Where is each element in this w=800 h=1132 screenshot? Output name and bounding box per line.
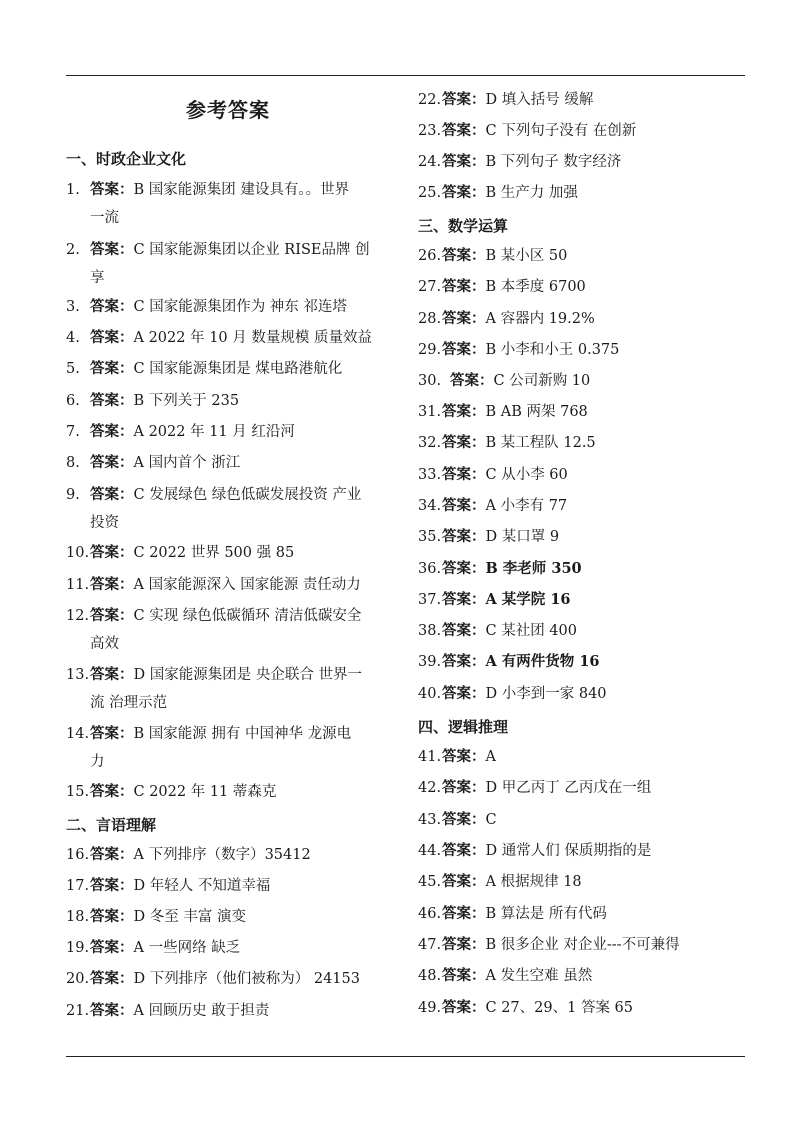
answer-item-8: 8. 答案：A 国内首个 浙江 [66, 454, 241, 471]
answer-item-16: 16.答案：A 下列排序（数字）35412 [66, 846, 311, 863]
answer-label: 答案 [442, 936, 471, 953]
answer-item-4: 4. 答案：A 2022 年 10 月 数量规模 质量效益 [66, 329, 372, 346]
answer-label: 答案 [450, 372, 479, 389]
answer-item-34: 34.答案：A 小李有 77 [418, 497, 568, 514]
answer-label: 答案 [442, 466, 471, 483]
answer-item-5: 5. 答案：C 国家能源集团是 煤电路港航化 [66, 360, 343, 377]
answer-label: 答案 [442, 811, 471, 828]
answer-label: 答案 [442, 967, 471, 984]
answer-item-42: 42.答案：D 甲乙丙丁 乙丙戊在一组 [418, 779, 652, 796]
answer-label: 答案 [442, 434, 471, 451]
answer-label: 答案 [90, 939, 119, 956]
answer-item-30: 30. 答案：C 公司新购 10 [418, 372, 591, 389]
header-rule [66, 75, 745, 76]
answer-item-17: 17.答案：D 年轻人 不知道幸福 [66, 877, 271, 894]
answer-label: 答案 [442, 184, 471, 201]
answer-item-19: 19.答案：A 一些网络 缺乏 [66, 939, 241, 956]
answer-item-46: 46.答案：B 算法是 所有代码 [418, 905, 607, 922]
answer-item-21: 21.答案：A 回顾历史 敢于担责 [66, 1002, 270, 1019]
answer-item-25: 25.答案：B 生产力 加强 [418, 184, 578, 201]
answer-item-6: 6. 答案：B 下列关于 235 [66, 392, 240, 409]
answer-item-7: 7. 答案：A 2022 年 11 月 红沿河 [66, 423, 295, 440]
answer-label: 答案 [442, 653, 471, 670]
footer-rule [66, 1056, 745, 1057]
answer-label: 答案 [442, 560, 471, 577]
answer-item-39: 39.答案：A 有两件货物 16 [418, 653, 600, 670]
section-heading-1: 一、时政企业文化 [66, 150, 187, 168]
answer-item-13: 13.答案：D 国家能源集团是 央企联合 世界一 流 治理示范 [66, 666, 362, 711]
page-title: 参考答案 [186, 98, 270, 122]
answer-item-18: 18.答案：D 冬至 丰富 演变 [66, 908, 246, 925]
answer-label: 答案 [442, 122, 471, 139]
answer-label: 答案 [442, 905, 471, 922]
answer-item-47: 47.答案：B 很多企业 对企业---不可兼得 [418, 936, 680, 953]
answer-item-35: 35.答案：D 某口罩 9 [418, 528, 560, 545]
answer-item-20: 20.答案：D 下列排序（他们被称为） 24153 [66, 970, 360, 987]
answer-label: 答案 [90, 392, 119, 409]
answer-label: 答案 [90, 329, 119, 346]
answer-label: 答案 [442, 748, 471, 765]
answer-item-44: 44.答案：D 通常人们 保质期指的是 [418, 842, 652, 859]
answer-label: 答案 [90, 486, 119, 503]
answer-item-48: 48.答案：A 发生空难 虽然 [418, 967, 593, 984]
answer-item-31: 31.答案：B AB 两架 768 [418, 403, 588, 420]
answer-label: 答案 [90, 725, 119, 742]
answer-item-24: 24.答案：B 下列句子 数字经济 [418, 153, 622, 170]
answer-label: 答案 [442, 842, 471, 859]
answer-label: 答案 [90, 877, 119, 894]
answer-label: 答案 [442, 247, 471, 264]
answer-label: 答案 [90, 360, 119, 377]
answer-item-11: 11.答案：A 国家能源深入 国家能源 责任动力 [66, 576, 361, 593]
answer-label: 答案 [90, 454, 119, 471]
answer-label: 答案 [442, 310, 471, 327]
answer-item-22: 22.答案：D 填入括号 缓解 [418, 91, 594, 108]
answer-label: 答案 [442, 622, 471, 639]
answer-label: 答案 [442, 779, 471, 796]
answer-label: 答案 [442, 999, 471, 1016]
answer-item-14: 14.答案：B 国家能源 拥有 中国神华 龙源电 力 [66, 725, 352, 770]
answer-item-38: 38.答案：C 某社团 400 [418, 622, 577, 639]
answer-label: 答案 [90, 241, 119, 258]
answer-item-29: 29.答案：B 小李和小王 0.375 [418, 341, 620, 358]
answer-label: 答案 [442, 873, 471, 890]
section-heading-3: 三、数学运算 [418, 217, 509, 235]
answer-label: 答案 [442, 403, 471, 420]
answer-item-15: 15.答案：C 2022 年 11 蒂森克 [66, 783, 277, 800]
answer-item-27: 27.答案：B 本季度 6700 [418, 278, 586, 295]
answer-label: 答案 [442, 153, 471, 170]
answer-item-32: 32.答案：B 某工程队 12.5 [418, 434, 596, 451]
answer-item-49: 49.答案：C 27、29、1 答案 65 [418, 999, 633, 1016]
answer-item-28: 28.答案：A 容器内 19.2% [418, 310, 595, 327]
answer-label: 答案 [442, 341, 471, 358]
answer-item-12: 12.答案：C 实现 绿色低碳循环 清洁低碳安全 高效 [66, 607, 362, 652]
answer-label: 答案 [90, 423, 119, 440]
answer-label: 答案 [90, 1002, 119, 1019]
answer-item-33: 33.答案：C 从小李 60 [418, 466, 568, 483]
answer-label: 答案 [90, 783, 119, 800]
answer-label: 答案 [90, 298, 119, 315]
answer-item-1: 1. 答案：B 国家能源集团 建设具有。。世界 一流 [66, 181, 350, 226]
answer-item-40: 40.答案：D 小李到一家 840 [418, 685, 607, 702]
section-heading-2: 二、言语理解 [66, 816, 157, 834]
answer-label: 答案 [442, 685, 471, 702]
answer-label: 答案 [90, 908, 119, 925]
answer-item-2: 2. 答案：C 国家能源集团以企业 RISE品牌 创 享 [66, 241, 370, 286]
answer-item-23: 23.答案：C 下列句子没有 在创新 [418, 122, 637, 139]
answer-item-37: 37.答案：A 某学院 16 [418, 591, 571, 608]
answer-label: 答案 [442, 591, 471, 608]
answer-label: 答案 [442, 497, 471, 514]
section-heading-4: 四、逻辑推理 [418, 718, 509, 736]
answer-label: 答案 [442, 278, 471, 295]
answer-label: 答案 [442, 91, 471, 108]
answer-label: 答案 [442, 528, 471, 545]
answer-label: 答案 [90, 576, 119, 593]
answer-label: 答案 [90, 544, 119, 561]
answer-item-36: 36.答案：B 李老师 350 [418, 560, 582, 577]
answer-item-41: 41.答案：A [418, 748, 496, 765]
answer-item-43: 43.答案：C [418, 811, 497, 828]
answer-item-3: 3. 答案：C 国家能源集团作为 神东 祁连塔 [66, 298, 347, 315]
answer-item-10: 10.答案：C 2022 世界 500 强 85 [66, 544, 295, 561]
answer-label: 答案 [90, 607, 119, 624]
answer-label: 答案 [90, 846, 119, 863]
answer-label: 答案 [90, 970, 119, 987]
answer-label: 答案 [90, 181, 119, 198]
answer-label: 答案 [90, 666, 119, 683]
answer-item-9: 9. 答案：C 发展绿色 绿色低碳发展投资 产业 投资 [66, 486, 362, 531]
answer-item-45: 45.答案：A 根据规律 18 [418, 873, 582, 890]
answer-item-26: 26.答案：B 某小区 50 [418, 247, 568, 264]
